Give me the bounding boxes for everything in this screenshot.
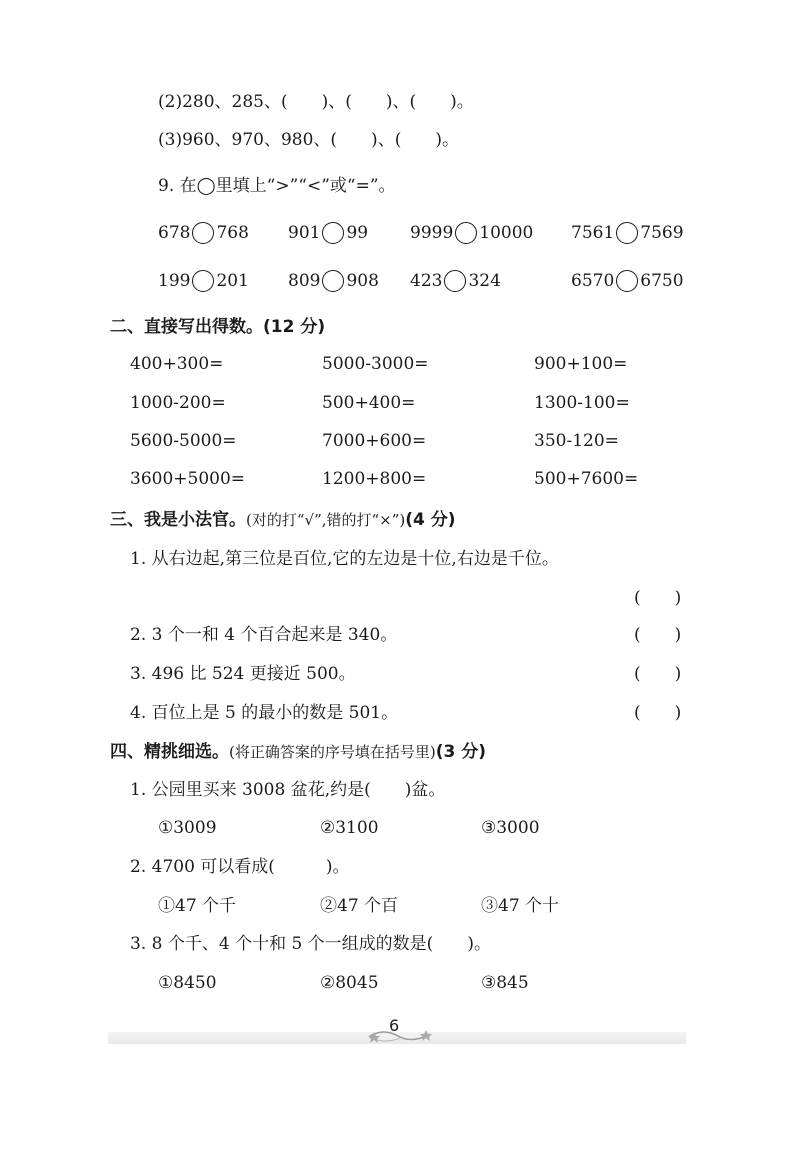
choice-option[interactable]: ③47 个十 (481, 896, 560, 916)
compare-right: 7569 (640, 223, 684, 243)
compare-item (288, 221, 368, 245)
compare-left: 678 (158, 223, 191, 243)
judge-answer-1[interactable]: ( ) (634, 588, 682, 608)
compare-left: 199 (158, 271, 191, 291)
calc-item: 5000-3000= (322, 354, 429, 374)
answer-circle[interactable] (616, 270, 638, 292)
judge-item-3: 3. 496 比 524 更接近 500。 (130, 664, 356, 684)
calc-item: 350-120= (534, 431, 619, 451)
choice-option[interactable]: ②8045 (320, 973, 379, 993)
compare-item (410, 269, 501, 293)
compare-left: 6570 (571, 271, 615, 291)
footer-ornament-icon (368, 1026, 432, 1046)
compare-item (288, 269, 379, 293)
calc-item: 1000-200= (130, 393, 226, 413)
calc-item: 7000+600= (322, 431, 427, 451)
compare-right: 768 (216, 223, 249, 243)
calc-item: 1200+800= (322, 469, 427, 489)
judge-answer-3[interactable]: ( ) (634, 664, 682, 684)
section-3-heading: 三、我是小法官。 (110, 510, 246, 530)
compare-item (571, 269, 684, 293)
answer-circle[interactable] (192, 222, 214, 244)
answer-circle[interactable] (444, 270, 466, 292)
compare-left: 7561 (571, 223, 615, 243)
calc-item: 400+300= (130, 354, 224, 374)
compare-item (571, 221, 684, 245)
section-3-note: (对的打“√”,错的打“×”) (246, 511, 406, 529)
section-3-title (110, 508, 456, 532)
section-4-note: (将正确答案的序号填在括号里) (229, 743, 436, 761)
answer-circle[interactable] (322, 222, 344, 244)
section-4-title (110, 740, 486, 764)
answer-circle[interactable] (322, 270, 344, 292)
judge-answer-2[interactable]: ( ) (634, 625, 682, 645)
calc-item: 3600+5000= (130, 469, 246, 489)
answer-circle[interactable] (455, 222, 477, 244)
compare-item (158, 221, 249, 245)
choice-question-2: 2. 4700 可以看成( )。 (130, 857, 350, 877)
q9-title: 9. 在◯里填上“>”“<”或“=”。 (158, 176, 396, 196)
compare-left: 809 (288, 271, 321, 291)
compare-item (410, 221, 533, 245)
section-3-score: (4 分) (405, 510, 456, 530)
choice-option[interactable]: ②3100 (320, 818, 379, 838)
compare-right: 6750 (640, 271, 684, 291)
compare-right: 324 (468, 271, 501, 291)
judge-answer-4[interactable]: ( ) (634, 703, 682, 723)
compare-right: 908 (346, 271, 379, 291)
choice-option[interactable]: ①8450 (158, 973, 217, 993)
page-number: 6 (389, 1016, 400, 1035)
calc-item: 500+7600= (534, 469, 639, 489)
compare-right: 201 (216, 271, 249, 291)
judge-item-1: 1. 从右边起,第三位是百位,它的左边是十位,右边是千位。 (130, 549, 559, 569)
choice-option[interactable]: ①3009 (158, 818, 217, 838)
compare-left: 901 (288, 223, 321, 243)
judge-item-4: 4. 百位上是 5 的最小的数是 501。 (130, 703, 399, 723)
sequence-question-3: (3)960、970、980、( )、( )。 (158, 130, 459, 150)
calc-item: 500+400= (322, 393, 416, 413)
answer-circle[interactable] (616, 222, 638, 244)
compare-right: 99 (346, 223, 369, 243)
choice-option[interactable]: ③3000 (481, 818, 540, 838)
calc-item: 900+100= (534, 354, 628, 374)
choice-option[interactable]: ②47 个百 (320, 896, 399, 916)
judge-item-2: 2. 3 个一和 4 个百合起来是 340。 (130, 625, 398, 645)
choice-question-3: 3. 8 个千、4 个十和 5 个一组成的数是( )。 (130, 934, 491, 954)
section-4-heading: 四、精挑细选。 (110, 742, 229, 762)
compare-left: 9999 (410, 223, 454, 243)
choice-question-1: 1. 公园里买来 3008 盆花,约是( )盆。 (130, 780, 446, 800)
answer-circle[interactable] (192, 270, 214, 292)
sequence-question-2: (2)280、285、( )、( )、( )。 (158, 92, 474, 112)
section-2-title: 二、直接写出得数。(12 分) (110, 317, 326, 337)
section-4-score: (3 分) (435, 742, 487, 762)
compare-item (158, 269, 249, 293)
calc-item: 5600-5000= (130, 431, 237, 451)
calc-item: 1300-100= (534, 393, 630, 413)
choice-option[interactable]: ③845 (481, 973, 529, 993)
compare-right: 10000 (479, 223, 534, 243)
choice-option[interactable]: ①47 个千 (158, 896, 237, 916)
compare-left: 423 (410, 271, 443, 291)
